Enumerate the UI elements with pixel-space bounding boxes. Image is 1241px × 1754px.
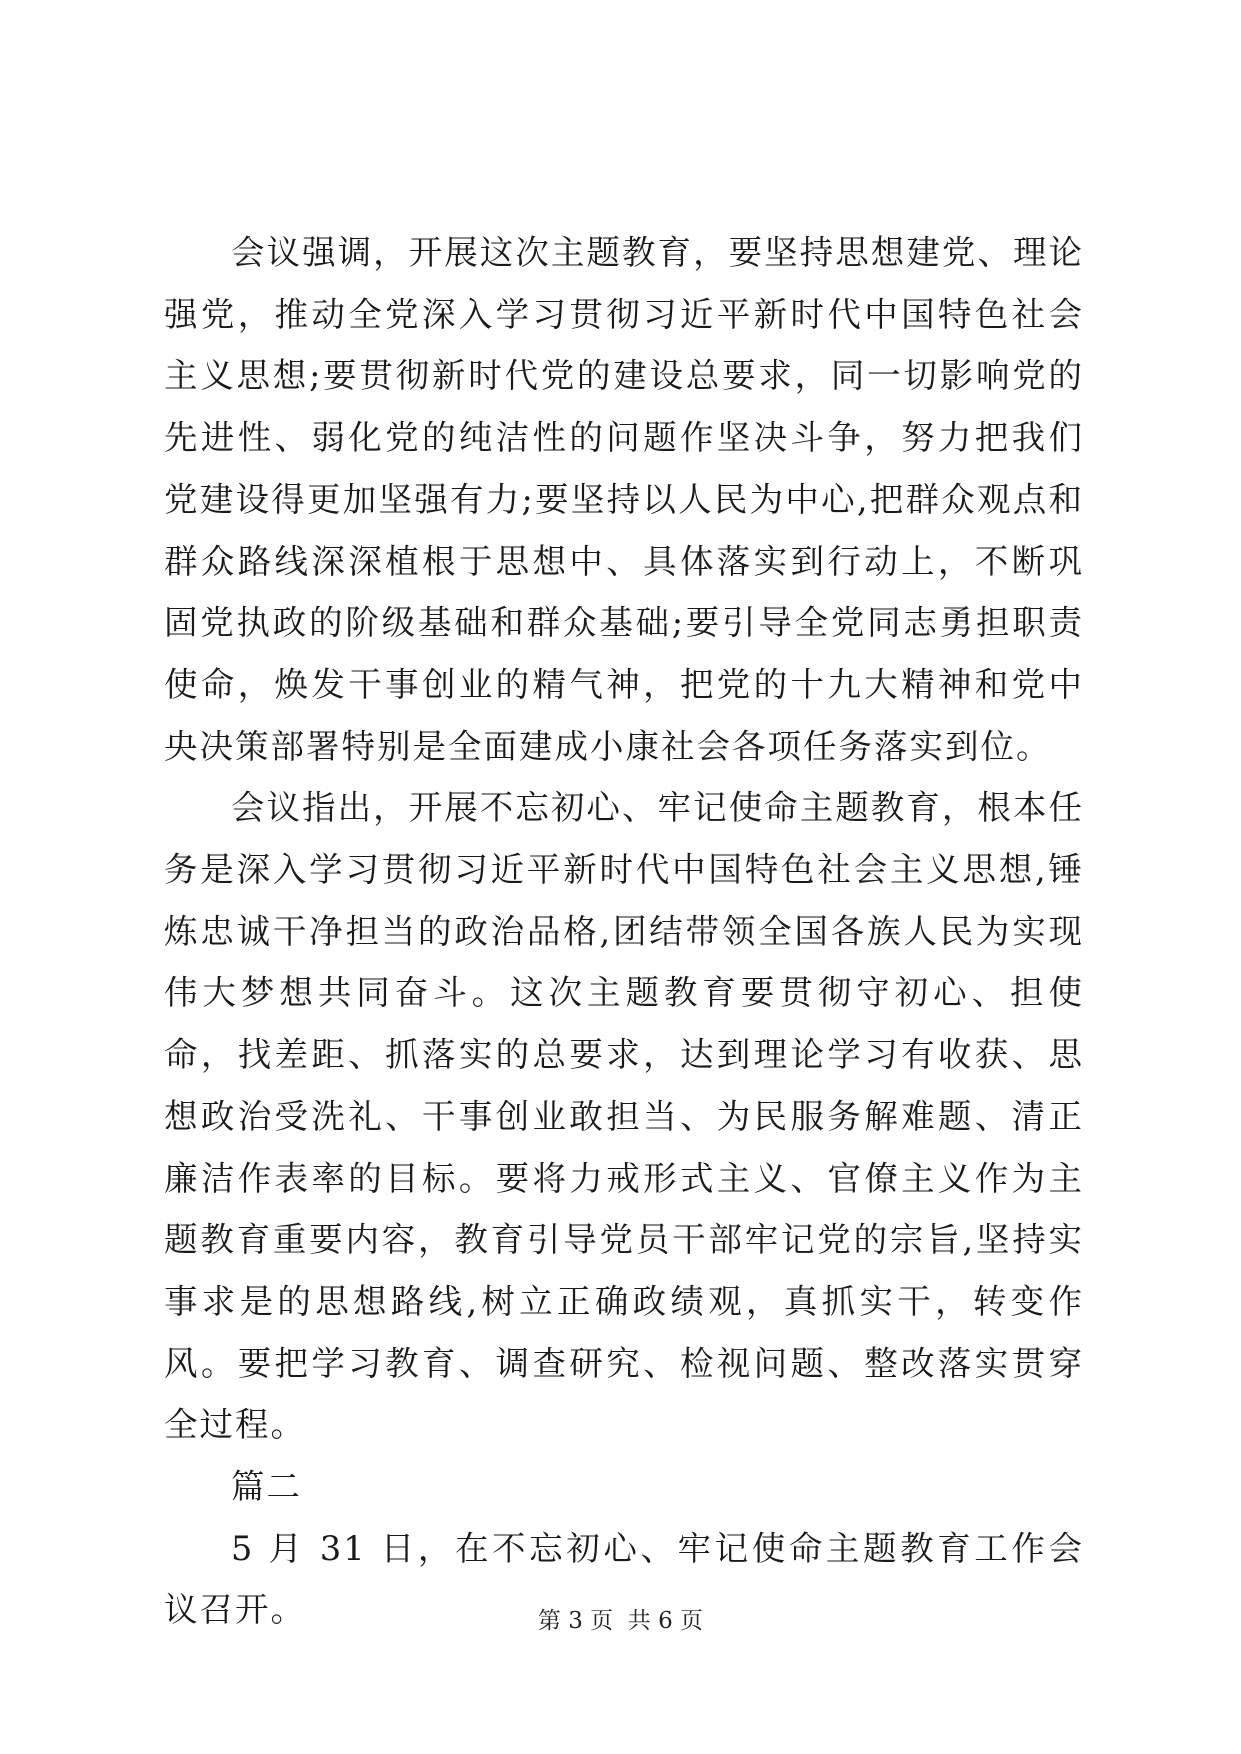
paragraph-meeting-points: 会议指出，开展不忘初心、牢记使命主题教育，根本任务是深入学习贯彻习近平新时代中国特色社会主义思想,锤炼忠诚干净担当的政治品格,团结带领全国各族人民为实现伟大梦想共同奋斗。这次主题教育要贯彻守初心、担使命，找差距、抓落实的总要求，达到理论学习有收获、思想政治受洗礼、干事创业敢担当、为民服务解难题、清正廉洁作表率的目标。要将力戒形式主义、官僚主义作为主题教育重要内容，教育引导党员干部牢记党的宗旨,坚持实事求是的思想路线,树立正确政绩观，真抓实干，转变作风。要把学习教育、调查研究、检视问题、整改落实贯穿全过程。	[164, 788, 1084, 1445]
page-number-label: 第 3 页 共 6 页	[537, 1608, 704, 1634]
paragraph-meeting-emphasis: 会议强调，开展这次主题教育，要坚持思想建党、理论强党，推动全党深入学习贯彻习近平新时代中国特色社会主义思想;要贯彻新时代党的建设总要求，同一切影响党的先进性、弱化党的纯洁性的问题作坚决斗争，努力把我们党建设得更加坚强有力;要坚持以人民为中心,把群众观点和群众路线深深植根于思想中、具体落实到行动上，不断巩固党执政的阶级基础和群众基础;要引导全党同志勇担职责使命，焕发干事创业的精气神，把党的十九大精神和党中央决策部署特别是全面建成小康社会各项任务落实到位。	[164, 233, 1084, 766]
page-footer	[0, 1606, 1241, 1636]
section-heading: 篇二	[231, 1467, 302, 1507]
paragraph-date-intro: 5 月 31 日，在不忘初心、牢记使命主题教育工作会议召开。	[164, 1528, 1084, 1630]
document-body	[164, 222, 1084, 1641]
